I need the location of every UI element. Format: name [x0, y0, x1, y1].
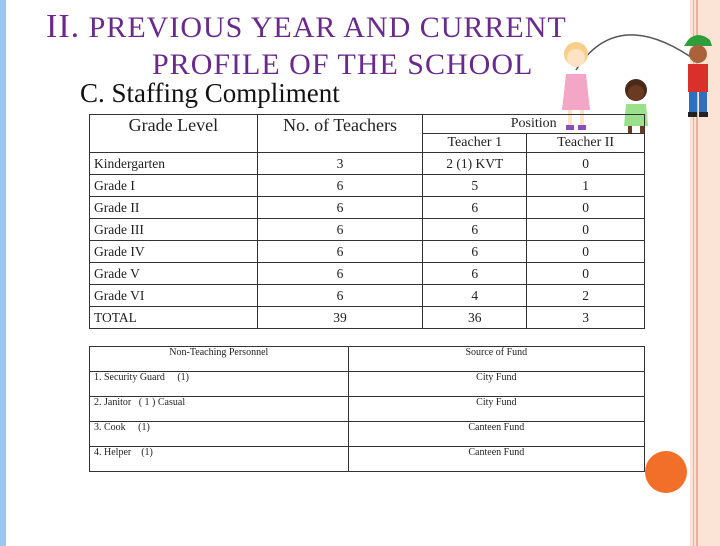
section-number: II. [46, 8, 81, 45]
teacher2-cell: 0 [527, 219, 645, 241]
teacher1-cell: 6 [423, 241, 527, 263]
teacher2-cell: 0 [527, 197, 645, 219]
teacher2-header: Teacher II [527, 134, 645, 153]
fund-cell: Canteen Fund [348, 422, 644, 447]
personnel-cell: 4. Helper (1) [90, 447, 349, 472]
fund-cell: City Fund [348, 397, 644, 422]
grade-level-header: Grade Level [90, 115, 258, 153]
slide-title-line2: PROFILE OF THE SCHOOL [152, 48, 534, 81]
teacher2-cell: 0 [527, 153, 645, 175]
teacher2-cell: 1 [527, 175, 645, 197]
total-row [90, 307, 645, 329]
fund-cell: Canteen Fund [348, 447, 644, 472]
teachers-cell: 6 [257, 219, 423, 241]
teacher1-cell: 2 (1) KVT [423, 153, 527, 175]
teachers-cell: 6 [257, 175, 423, 197]
table-row [90, 241, 645, 263]
teacher2-cell: 0 [527, 263, 645, 285]
orange-decorative-circle [645, 451, 687, 493]
title-text-line1: PREVIOUS YEAR AND CURRENT [88, 11, 567, 44]
teachers-cell: 6 [257, 263, 423, 285]
teachers-cell: 6 [257, 241, 423, 263]
table-row [90, 397, 645, 422]
personnel-cell: 3. Cook (1) [90, 422, 349, 447]
teacher2-cell: 3 [527, 307, 645, 329]
grade-cell: Grade IV [90, 241, 258, 263]
teacher1-cell: 5 [423, 175, 527, 197]
grade-cell: Grade VI [90, 285, 258, 307]
position-header: Position [423, 115, 645, 134]
fund-header: Source of Fund [348, 347, 644, 372]
teacher1-cell: 6 [423, 197, 527, 219]
grade-cell: Grade III [90, 219, 258, 241]
teacher1-cell: 4 [423, 285, 527, 307]
slide-title-line1 [46, 8, 567, 46]
teachers-cell: 6 [257, 285, 423, 307]
teacher1-header: Teacher 1 [423, 134, 527, 153]
left-border-stripe [0, 0, 6, 546]
grade-cell: Grade I [90, 175, 258, 197]
teacher1-cell: 36 [423, 307, 527, 329]
teachers-cell: 3 [257, 153, 423, 175]
teacher2-cell: 0 [527, 241, 645, 263]
table-row [90, 175, 645, 197]
teachers-cell: 6 [257, 197, 423, 219]
teachers-header: No. of Teachers [257, 115, 423, 153]
table-header-row [90, 347, 645, 372]
nonteaching-table [89, 346, 645, 472]
teacher1-cell: 6 [423, 219, 527, 241]
personnel-cell: 2. Janitor ( 1 ) Casual [90, 397, 349, 422]
fund-cell: City Fund [348, 372, 644, 397]
teachers-cell: 39 [257, 307, 423, 329]
staffing-table [89, 114, 645, 329]
table-row [90, 197, 645, 219]
table-row [90, 263, 645, 285]
grade-cell: Kindergarten [90, 153, 258, 175]
table-row [90, 372, 645, 397]
personnel-cell: 1. Security Guard (1) [90, 372, 349, 397]
table-row [90, 219, 645, 241]
teacher2-cell: 2 [527, 285, 645, 307]
table-row [90, 422, 645, 447]
teacher1-cell: 6 [423, 263, 527, 285]
table-row [90, 285, 645, 307]
table-row [90, 153, 645, 175]
table-row [90, 447, 645, 472]
grade-cell: Grade II [90, 197, 258, 219]
section-subtitle: C. Staffing Compliment [80, 78, 340, 108]
grade-cell: TOTAL [90, 307, 258, 329]
table-header-row [90, 115, 645, 134]
personnel-header: Non-Teaching Personnel [90, 347, 349, 372]
grade-cell: Grade V [90, 263, 258, 285]
